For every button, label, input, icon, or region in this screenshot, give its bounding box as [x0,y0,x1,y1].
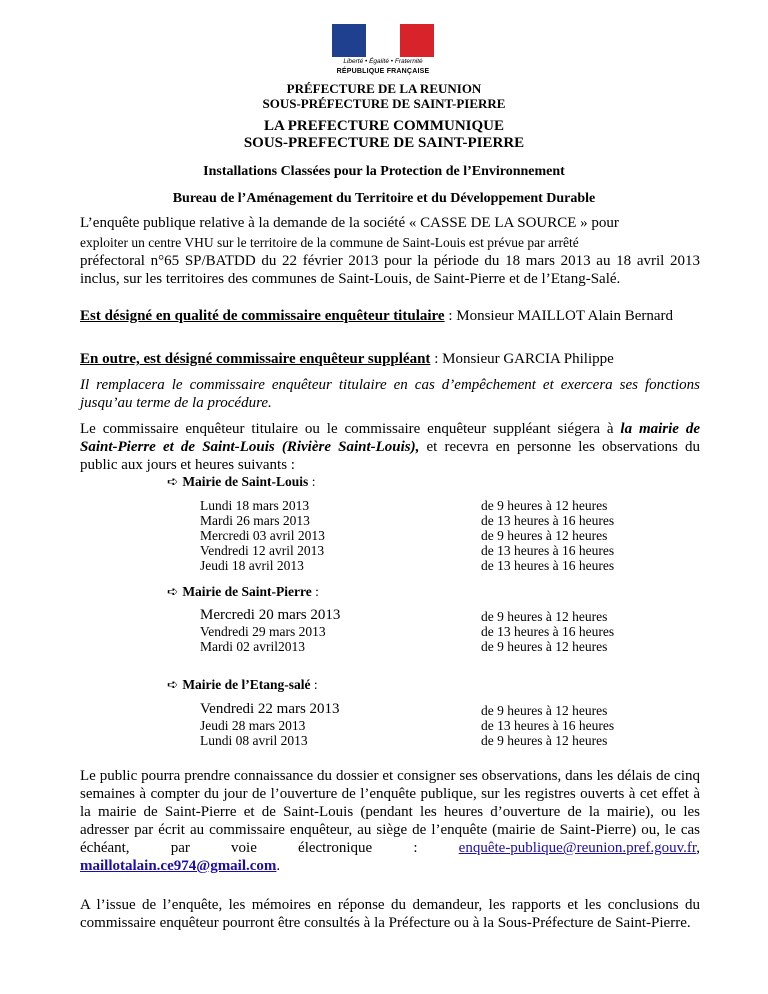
titulaire-label: Est désigné en qualité de commissaire enquêteur titulaire [80,308,445,324]
schedule-hours: de 13 heures à 16 heures [481,718,615,733]
mairie-colon: : [308,474,316,489]
italic-note: Il remplacera le commissaire enquêteur titulaire en cas d’empêchement et exercera ses fonctions jusqu’au terme de la procédure. [80,377,700,411]
schedule-dates-saint-pierre [200,607,340,654]
mairie-saint-pierre-heading [167,584,319,600]
schedule-hours: de 13 heures à 16 heures [481,558,615,573]
public-paragraph [80,767,700,875]
sitting-before: Le commissaire enquêteur titulaire ou le commissaire enquêteur suppléant siégera à [80,421,621,437]
mairie-name: Mairie de Saint-Louis [182,474,309,489]
titulaire-paragraph [80,307,700,325]
schedule-date: Mercredi 20 mars 2013 [200,607,341,623]
mairie-colon: : [310,677,318,692]
email-link-prefecture[interactable]: enquête-publique@reunion.pref.gouv.fr [458,840,697,856]
schedule-date: Mardi 26 mars 2013 [200,513,310,528]
schedule-hours: de 9 heures à 12 heures [481,609,608,624]
schedule-hours: de 9 heures à 12 heures [481,733,608,748]
mairie-etang-sale-heading [167,677,318,693]
schedule-date: Vendredi 22 mars 2013 [200,701,340,717]
schedule-date: Lundi 18 mars 2013 [200,498,310,513]
schedule-hours: de 9 heures à 12 heures [481,498,608,513]
section-title-bureau: Bureau de l’Aménagement du Territoire et du Développement Durable [172,191,596,206]
arrow-icon: ➪ [167,474,179,489]
schedule-date: Vendredi 12 avril 2013 [200,543,325,558]
intro-rest: préfectoral n°65 SP/BATDD du 22 février 2013 pour la période du 18 mars 2013 au 18 avril 2013 inclus, sur les territoires des communes de Saint-Louis, de Saint-Pierre et de l’Etang-Salé. [80,253,700,287]
section-title-icpe: Installations Classées pour la Protection de l’Environnement [203,164,565,179]
mairie-saint-louis-heading [167,474,315,490]
schedule-date: Vendredi 29 mars 2013 [200,624,326,639]
schedule-date: Jeudi 18 avril 2013 [200,558,304,573]
schedule-hours-etang-sale [481,703,614,748]
schedule-hours: de 9 heures à 12 heures [481,639,608,654]
closing-paragraph: A l’issue de l’enquête, les mémoires en réponse du demandeur, les rapports et les conclusions du commissaire enquêteur pourront être consultés à la Préfecture ou à la Sous-Préfecture de Saint-Pierre. [80,897,700,931]
suppleant-sep: : [430,351,443,367]
schedule-hours-saint-pierre [481,609,614,654]
tricolor-flag-icon [332,24,434,57]
schedule-hours: de 13 heures à 16 heures [481,543,615,558]
schedule-hours: de 9 heures à 12 heures [481,528,608,543]
arrow-icon: ➪ [167,584,179,599]
titulaire-sep: : [444,308,457,324]
public-text: Le public pourra prendre connaissance du dossier et consigner ses observations, dans les délais de cinq semaines à compter du jour de l’ouverture de l’enquête publique, sur les registres ouverts à cet effet à la mairie de Saint-Pierre et de Saint-Louis (pendant les heures d’ouverture de la mairie), ou les adresser par écrit au commissaire enquêteur, au siège de l’enquête (mairie de Saint-Pierre) ou, le cas échéant, par voie électronique : [80,768,700,856]
public-end: . [276,858,281,874]
sitting-paragraph [80,420,700,474]
schedule-date: Jeudi 28 mars 2013 [200,718,306,733]
logo-republic: RÉPUBLIQUE FRANÇAISE [336,68,430,75]
schedule-date: Mardi 02 avril2013 [200,639,305,654]
schedule-hours: de 9 heures à 12 heures [481,703,608,718]
mairie-name: Mairie de Saint-Pierre [182,584,312,599]
suppleant-name: Monsieur GARCIA Philippe [442,351,614,367]
schedule-dates-saint-louis [200,498,325,573]
header-line1: PRÉFECTURE DE LA REUNION [286,81,482,96]
intro-line1: L’enquête publique relative à la demande de la société « CASSE DE LA SOURCE » pour [80,215,619,231]
titulaire-name: Monsieur MAILLOT Alain Bernard [456,308,674,324]
communique-title: LA PREFECTURE COMMUNIQUE [263,118,504,134]
suppleant-label: En outre, est désigné commissaire enquêteur suppléant [80,351,431,367]
intro-line2: exploiter un centre VHU sur le territoire de la commune de Saint-Louis est prévue par arrêté [80,235,579,250]
schedule-date: Mercredi 03 avril 2013 [200,528,325,543]
schedule-hours: de 13 heures à 16 heures [481,624,615,639]
email-separator: , [696,840,700,856]
email-link-commissaire[interactable]: maillotalain.ce974@gmail.com [80,858,277,874]
arrow-icon: ➪ [167,677,179,692]
sitting-place: la mairie de Saint-Pierre et de Saint-Louis (Rivière Saint-Louis), [80,421,700,455]
sitting-after: et recevra en personne les observations du public aux jours et heures suivants : [80,439,700,473]
mairie-name: Mairie de l’Etang-salé [182,677,311,692]
schedule-hours: de 13 heures à 16 heures [481,513,615,528]
logo-motto: Liberté • Égalité • Fraternité [343,58,423,65]
marianne-logo [332,24,434,80]
schedule-date: Lundi 08 avril 2013 [200,733,308,748]
schedule-dates-etang-sale [200,701,340,748]
schedule-hours-saint-louis [481,498,614,573]
header-line2: SOUS-PRÉFECTURE DE SAINT-PIERRE [262,96,506,111]
mairie-colon: : [311,584,319,599]
suppleant-paragraph [80,350,700,368]
communique-subtitle: SOUS-PREFECTURE DE SAINT-PIERRE [243,135,525,151]
